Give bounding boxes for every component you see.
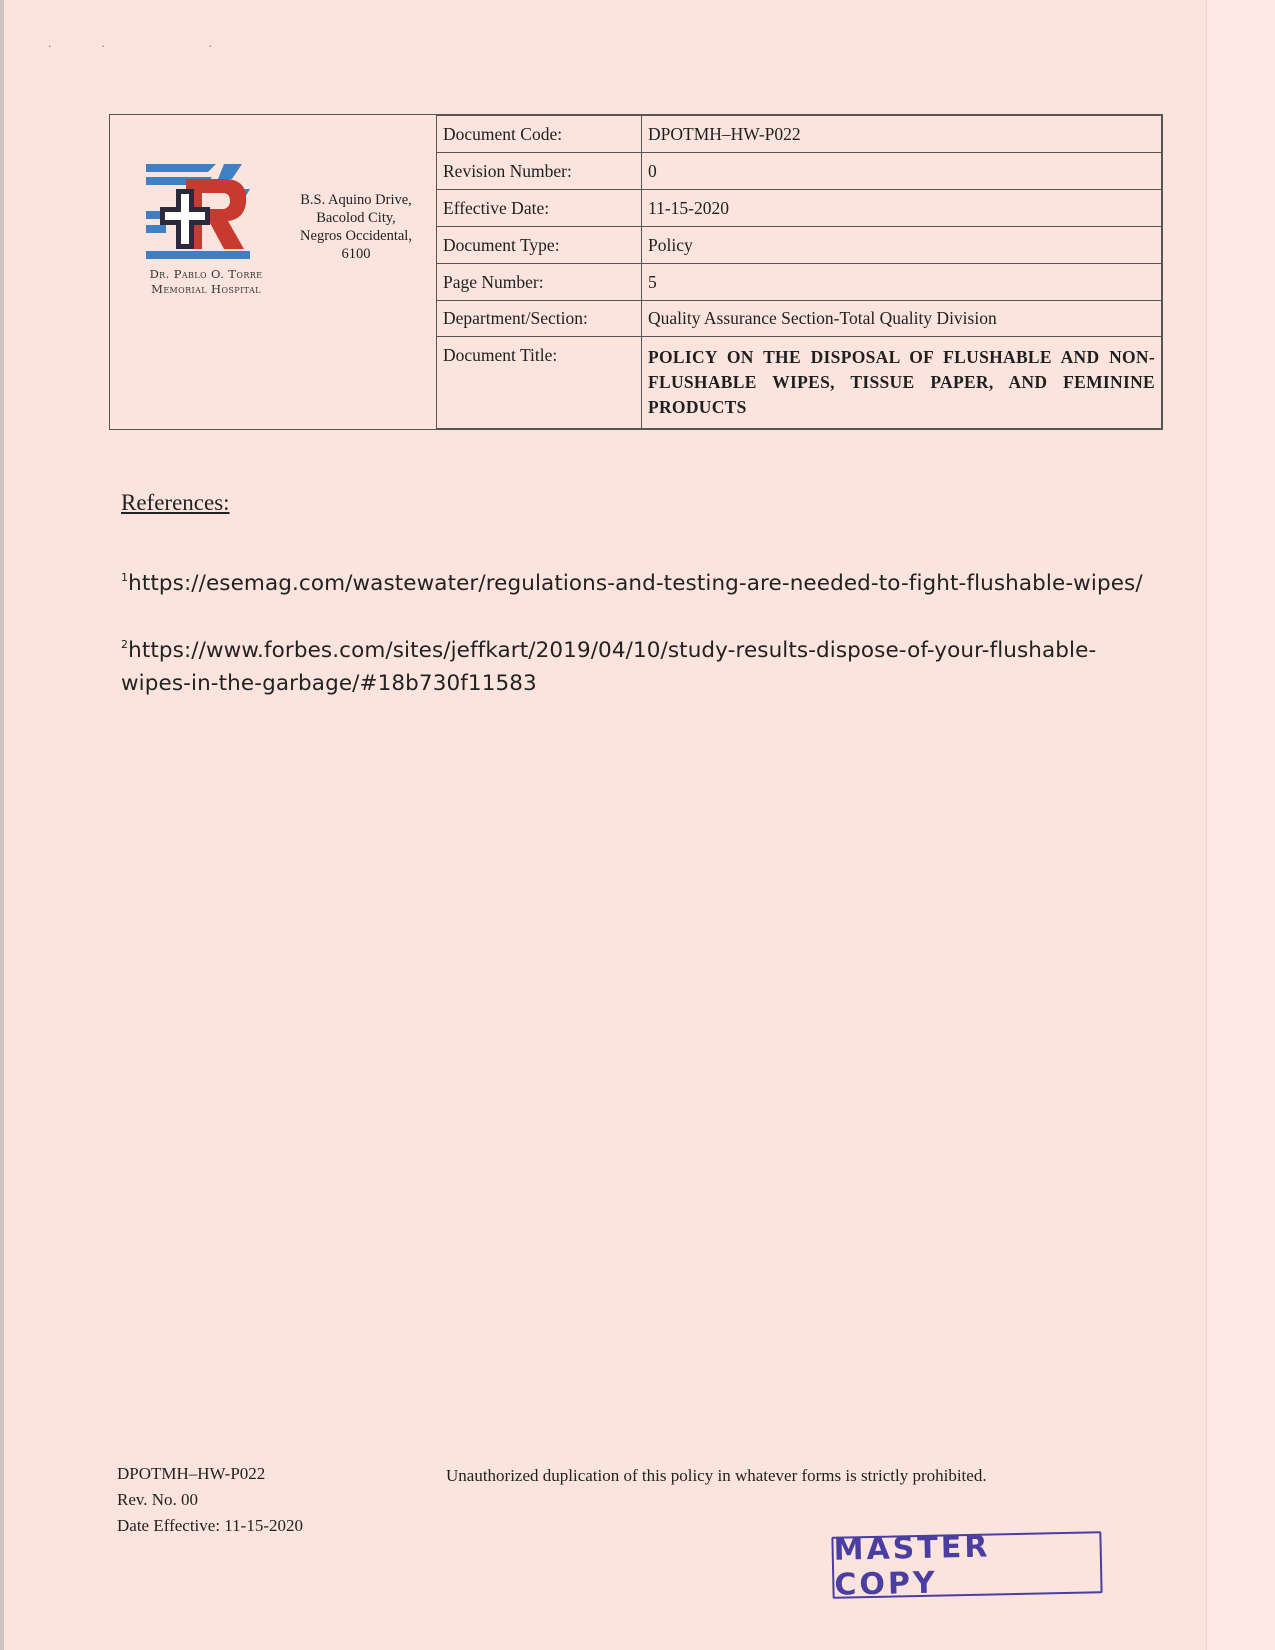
scan-edge-left <box>0 0 4 1650</box>
footer-date-effective: Date Effective: 11-15-2020 <box>117 1516 303 1535</box>
effective-date-value: 11-15-2020 <box>642 190 1162 227</box>
hospital-name: Dr. Pablo O. Torre Memorial Hospital <box>149 267 263 296</box>
document-info-table <box>436 115 1162 429</box>
reference-item <box>121 561 1161 600</box>
address-line: Negros Occidental, <box>300 228 412 244</box>
effective-date-label: Effective Date: <box>437 190 642 227</box>
address-line: Bacolod City, <box>316 210 396 226</box>
document-header <box>109 114 1163 430</box>
document-code-value: DPOTMH–HW-P022 <box>642 116 1162 153</box>
document-type-value: Policy <box>642 227 1162 264</box>
stamp-text: MASTER COPY <box>833 1529 991 1603</box>
reference-item <box>121 628 1161 700</box>
reference-url: https://esemag.com/wastewater/regulations-and-testing-are-needed-to-fight-flushable-wipes/ <box>128 571 1143 596</box>
department-section-label: Department/Section: <box>437 301 642 337</box>
document-title-label: Document Title: <box>437 337 642 429</box>
table-row <box>437 337 1162 429</box>
scan-specks: ·· · <box>48 40 262 53</box>
hospital-brand-cell <box>110 115 437 429</box>
document-code-label: Document Code: <box>437 116 642 153</box>
hospital-address <box>288 191 424 263</box>
reference-marker: 1 <box>121 571 129 584</box>
address-line: 6100 <box>341 246 371 262</box>
address-line: B.S. Aquino Drive, <box>300 192 412 208</box>
footer-document-info <box>117 1461 303 1539</box>
page-number-value: 5 <box>642 264 1162 301</box>
document-title-cell <box>642 337 1162 429</box>
table-row <box>437 264 1162 301</box>
document-title-value: POLICY ON THE DISPOSAL OF FLUSHABLE AND NON-FLUSHABLE WIPES, TISSUE PAPER, AND FEMININE PRODUCTS <box>648 347 1155 417</box>
department-section-value: Quality Assurance Section-Total Quality Division <box>642 301 1162 337</box>
master-copy-stamp <box>831 1529 1102 1603</box>
footer-revision: Rev. No. 00 <box>117 1490 199 1509</box>
reference-marker: 2 <box>121 638 129 651</box>
scan-edge-right <box>1206 0 1275 1650</box>
table-row <box>437 227 1162 264</box>
references-heading: References: <box>121 490 230 515</box>
table-row <box>437 153 1162 190</box>
revision-number-value: 0 <box>642 153 1162 190</box>
footer-notice: Unauthorized duplication of this policy in whatever forms is strictly prohibited. <box>446 1466 987 1485</box>
page-number-label: Page Number: <box>437 264 642 301</box>
footer-doc-code: DPOTMH–HW-P022 <box>117 1464 266 1483</box>
table-row <box>437 301 1162 337</box>
document-type-label: Document Type: <box>437 227 642 264</box>
reference-url: https://www.forbes.com/sites/jeffkart/2019/04/10/study-results-dispose-of-your-flushable-wipes-in-the-garbage/#18b730f11583 <box>121 638 1097 696</box>
table-row <box>437 190 1162 227</box>
revision-number-label: Revision Number: <box>437 153 642 190</box>
hospital-logo-icon <box>146 159 256 259</box>
table-row <box>437 116 1162 153</box>
